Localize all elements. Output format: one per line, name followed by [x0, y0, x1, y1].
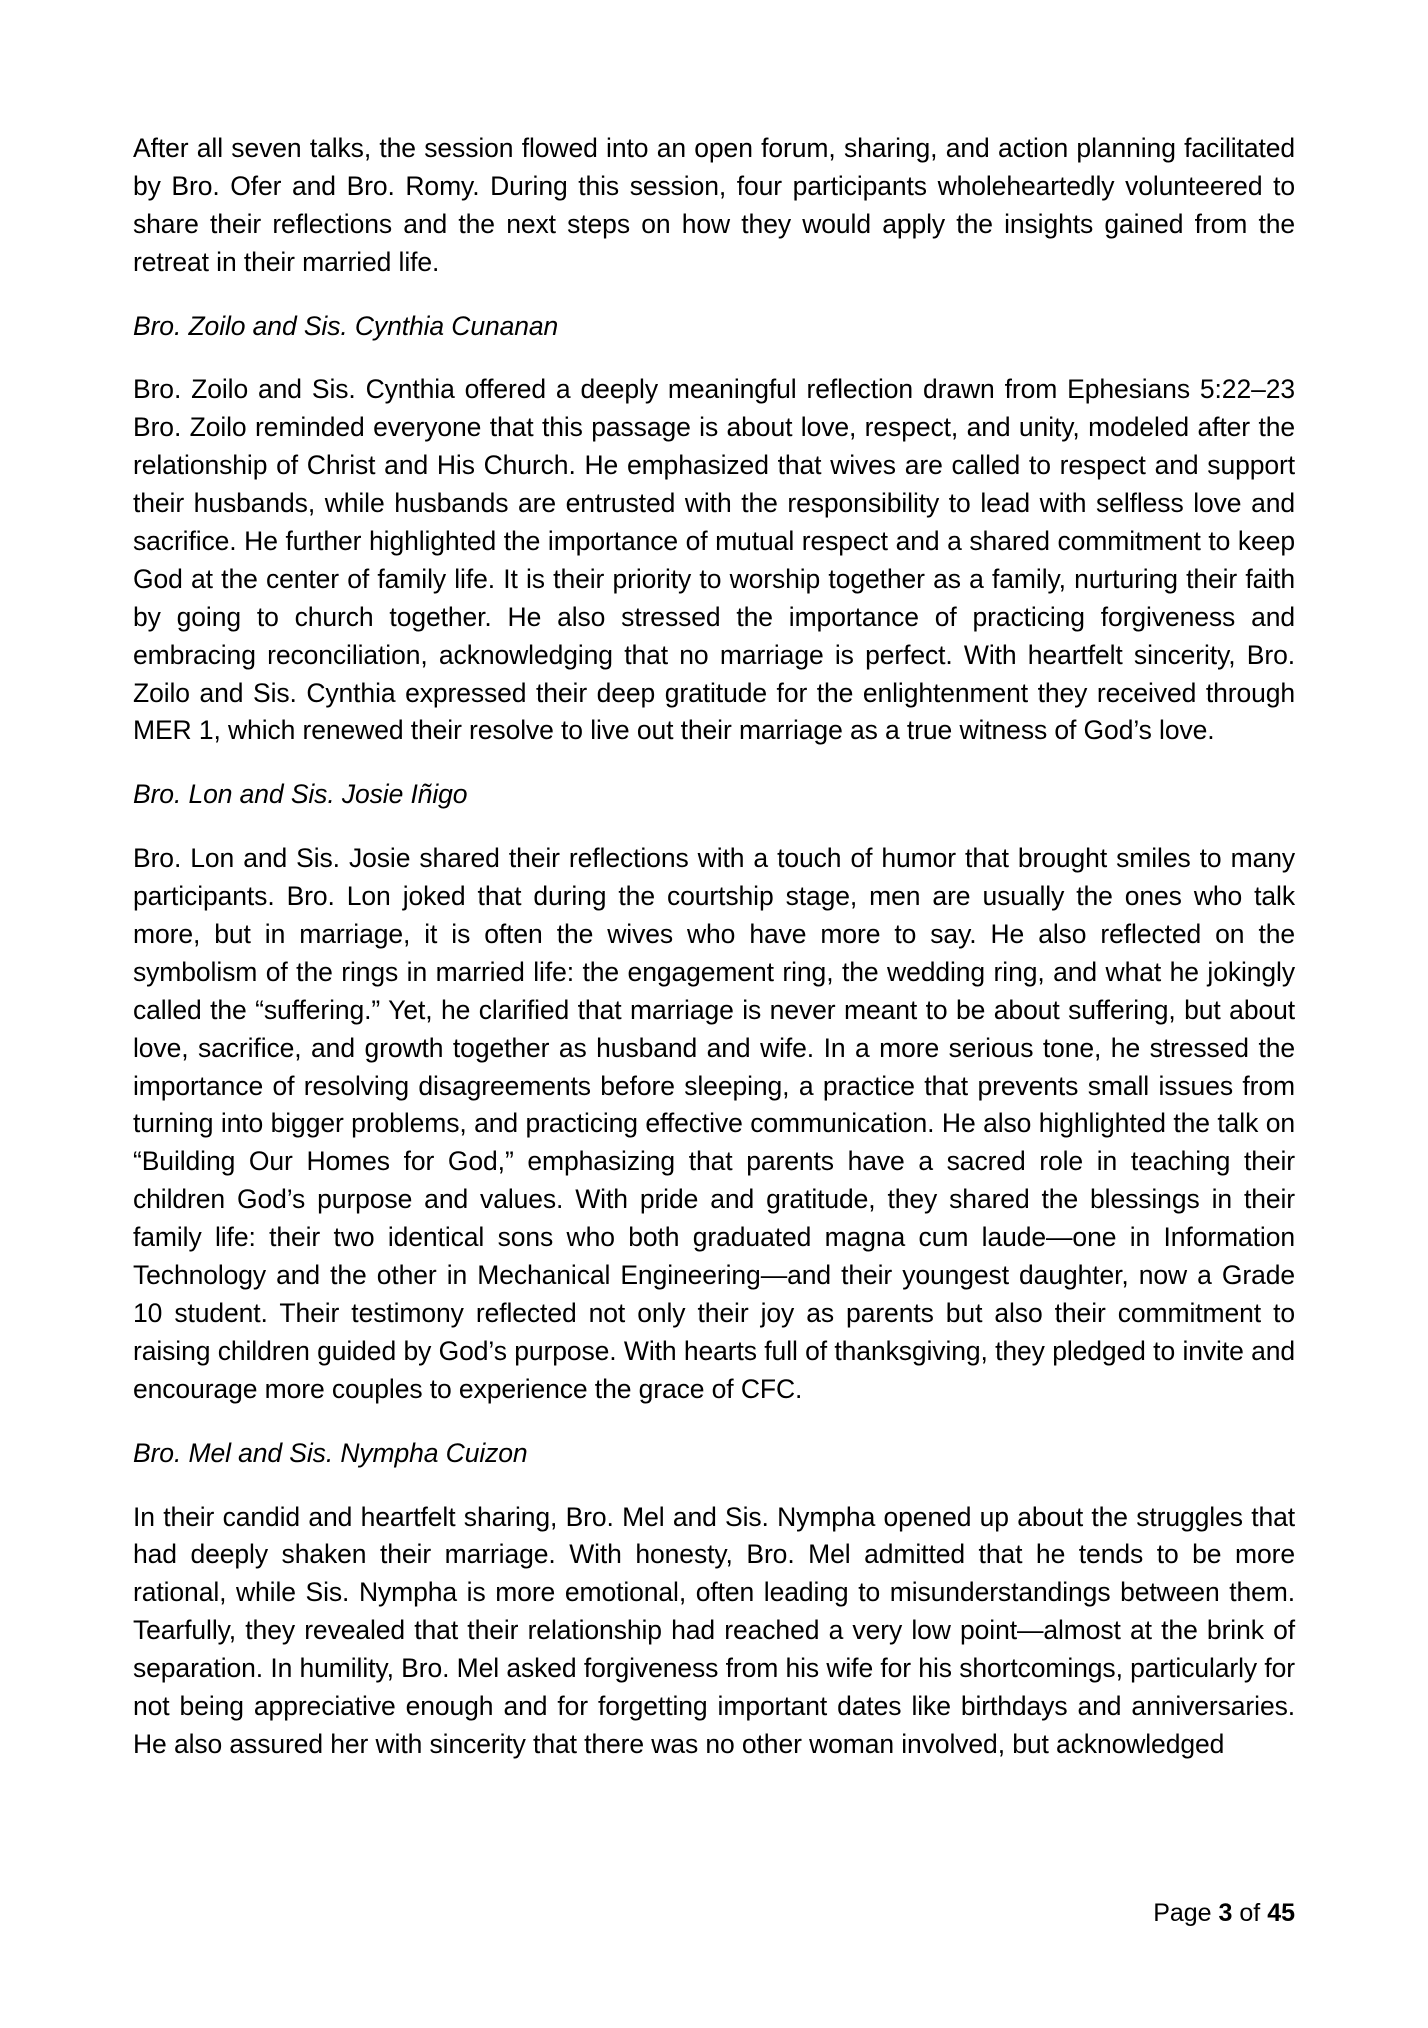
heading-inigo: Bro. Lon and Sis. Josie Iñigo	[133, 779, 468, 810]
paragraph-open-forum: After all seven talks, the session flowed into an open forum, sharing, and action planning facilitated by Bro. Ofer and Bro. Romy. During this session, four participants wholeheartedly volunteered to share their reflections and the next steps on how they would apply the insights gained from the retreat in their married life.	[133, 133, 1295, 277]
paragraph-cuizon: In their candid and heartfelt sharing, Bro. Mel and Sis. Nympha opened up about the struggles that had deeply shaken their marriage. With honesty, Bro. Mel admitted that he tends to be more rational, while Sis. Nympha is more emotional, often leading to misunderstandings between them. Tearfully, they revealed that their relationship had reached a very low point—almost at the brink of separation. In humility, Bro. Mel asked forgiveness from his wife for his shortcomings, particularly for not being appreciative enough and for forgetting important dates like birthdays and anniversaries. He also assured her with sincerity that there was no other woman involved, but acknowledged	[133, 1501, 1295, 1759]
paragraph-inigo: Bro. Lon and Sis. Josie shared their reflections with a touch of humor that brought smiles to many participants. Bro. Lon joked that during the courtship stage, men are usually the ones who talk more, but in marriage, it is often the wives who have more to say. He also reflected on the symbolism of the rings in married life: the engagement ring, the wedding ring, and what he jokingly called the “suffering.” Yet, he clarified that marriage is never meant to be about suffering, but about love, sacrifice, and growth together as husband and wife. In a more serious tone, he stressed the importance of resolving disagreements before sleeping, a practice that prevents small issues from turning into bigger problems, and practicing effective communication. He also highlighted the talk on “Building Our Homes for God,” emphasizing that parents have a sacred role in teaching their children God’s purpose and values. With pride and gratitude, they shared the blessings in their family life: their two identical sons who both graduated magna cum laude—one in Information Technology and the other in Mechanical Engineering—and their youngest daughter, now a Grade 10 student. Their testimony reflected not only their joy as parents but also their commitment to raising children guided by God’s purpose. With hearts full of thanksgiving, they pledged to invite and encourage more couples to experience the grace of CFC.	[133, 843, 1295, 1404]
footer-total-pages: 45	[1267, 1899, 1295, 1927]
footer-page-number: 3	[1218, 1899, 1233, 1927]
footer-middle: of	[1232, 1899, 1268, 1927]
footer-prefix: Page	[1153, 1899, 1219, 1927]
paragraph-cunanan: Bro. Zoilo and Sis. Cynthia offered a deeply meaningful reflection drawn from Ephesians 5:22–23 Bro. Zoilo reminded everyone that this passage is about love, respect, and unity, modeled after the relationship of Christ and His Church. He emphasized that wives are called to respect and support their husbands, while husbands are entrusted with the responsibility to lead with selfless love and sacrifice. He further highlighted the importance of mutual respect and a shared commitment to keep God at the center of family life. It is their priority to worship together as a family, nurturing their faith by going to church together. He also stressed the importance of practicing forgiveness and embracing reconciliation, acknowledging that no marriage is perfect. With heartfelt sincerity, Bro. Zoilo and Sis. Cynthia expressed their deep gratitude for the enlightenment they received through MER 1, which renewed their resolve to live out their marriage as a true witness of God’s love.	[133, 374, 1295, 746]
heading-cuizon: Bro. Mel and Sis. Nympha Cuizon	[133, 1437, 528, 1468]
page-footer	[1153, 1898, 1295, 1928]
heading-cunanan: Bro. Zoilo and Sis. Cynthia Cunanan	[133, 310, 559, 341]
document-body	[133, 130, 1295, 1764]
